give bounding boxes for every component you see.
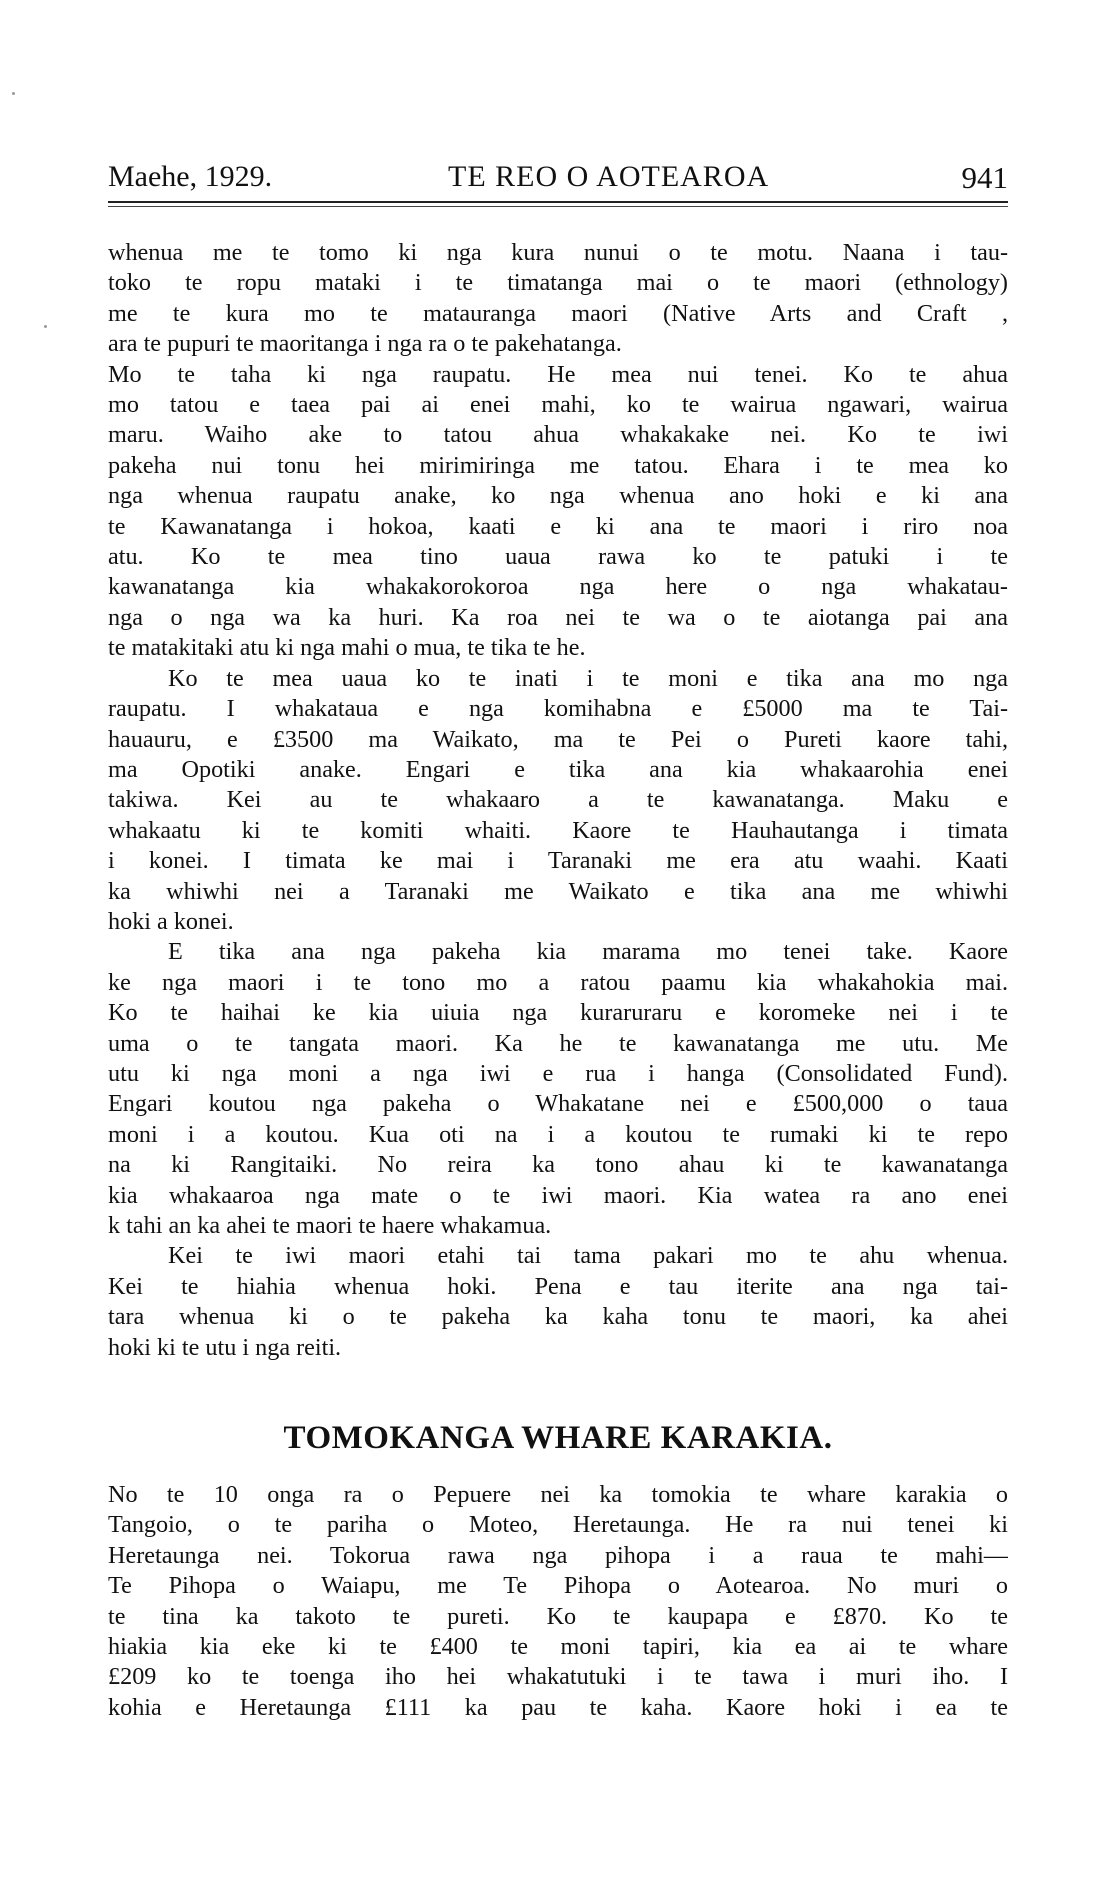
- paragraph: [108, 1241, 1008, 1363]
- header-rule-thin: [108, 206, 1008, 207]
- running-header: [108, 160, 1008, 200]
- text-line: nga whenua raupatu anake, ko nga whenua ano hoki e ki ana: [108, 482, 1008, 510]
- paragraph: [108, 360, 1008, 664]
- text-line: Heretaunga nei. Tokorua rawa nga pihopa i a raua te mahi—: [108, 1541, 1008, 1569]
- paper-speck: [12, 92, 15, 95]
- text-line: Kei te iwi maori etahi tai tama pakari mo te ahu whenua.: [168, 1242, 1008, 1270]
- text-line: hauauru, e £3500 ma Waikato, ma te Pei o Pureti kaore tahi,: [108, 725, 1008, 753]
- paper-speck: [44, 325, 47, 328]
- header-title: TE REO O AOTEAROA: [448, 160, 770, 193]
- text-line: takiwa. Kei au te whakaaro a te kawanatanga. Maku e: [108, 786, 1008, 814]
- text-line: uma o te tangata maori. Ka he te kawanatanga me utu. Me: [108, 1029, 1008, 1057]
- text-line: hoki a konei.: [108, 907, 234, 935]
- header-rule: [108, 201, 1008, 203]
- text-line: na ki Rangitaiki. No reira ka tono ahau ki te kawanatanga: [108, 1151, 1008, 1179]
- text-line: ka whiwhi nei a Taranaki me Waikato e tika ana me whiwhi: [108, 877, 1008, 905]
- section-body: [108, 1480, 1008, 1723]
- text-line: te Kawanatanga i hokoa, kaati e ki ana te maori i riro noa: [108, 512, 1008, 540]
- text-line: Ko te mea uaua ko te inati i te moni e tika ana mo nga: [168, 664, 1008, 692]
- text-line: whakaatu ki te komiti whaiti. Kaore te Hauhautanga i timata: [108, 816, 1008, 844]
- text-line: No te 10 onga ra o Pepuere nei ka tomokia te whare karakia o: [108, 1481, 1008, 1508]
- text-line: Kei te hiahia whenua hoki. Pena e tau iterite ana nga tai-: [108, 1272, 1008, 1300]
- text-line: E tika ana nga pakeha kia marama mo tenei take. Kaore: [168, 938, 1008, 966]
- page-number: 941: [961, 160, 1008, 195]
- text-line: whenua me te tomo ki nga kura nunui o te motu. Naana i tau-: [108, 239, 1008, 266]
- text-line: moni i a koutou. Kua oti na i a koutou te rumaki ki te repo: [108, 1120, 1008, 1148]
- text-line: toko te ropu mataki i te timatanga mai o te maori (ethnology): [108, 269, 1008, 297]
- header-date: Maehe, 1929.: [108, 160, 273, 193]
- section-heading: TOMOKANGA WHARE KARAKIA.: [283, 1420, 833, 1456]
- text-line: Ko te haihai ke kia uiuia nga kuraruraru e koromeke nei i te: [108, 999, 1008, 1027]
- text-line: kawanatanga kia whakakorokoroa nga here o nga whakatau-: [108, 573, 1008, 601]
- text-line: Te Pihopa o Waiapu, me Te Pihopa o Aotearoa. No muri o: [108, 1572, 1008, 1600]
- paragraph: [108, 664, 1008, 938]
- text-line: i konei. I timata ke mai i Taranaki me era atu waahi. Kaati: [108, 847, 1008, 875]
- text-line: te matakitaki atu ki nga mahi o mua, te tika te he.: [108, 634, 586, 662]
- text-line: ke nga maori i te tono mo a ratou paamu kia whakahokia mai.: [108, 968, 1008, 996]
- text-line: kia whakaaroa nga mate o te iwi maori. Kia watea ra ano enei: [108, 1181, 1008, 1209]
- text-line: Engari koutou nga pakeha o Whakatane nei e £500,000 o taua: [108, 1090, 1008, 1118]
- paragraph: [108, 937, 1008, 1241]
- text-line: raupatu. I whakataua e nga komihabna e £5000 ma te Tai-: [108, 695, 1008, 723]
- text-line: hiakia kia eke ki te £400 te moni tapiri, kia ea ai te whare: [108, 1633, 1008, 1661]
- article-body: [108, 238, 1008, 1363]
- text-line: atu. Ko te mea tino uaua rawa ko te patuki i te: [108, 543, 1008, 571]
- text-line: nga o nga wa ka huri. Ka roa nei te wa o te aiotanga pai ana: [108, 603, 1008, 631]
- text-line: ma Opotiki anake. Engari e tika ana kia whakaarohia enei: [108, 755, 1008, 783]
- paragraph: [108, 238, 1008, 360]
- text-line: mo tatou e taea pai ai enei mahi, ko te wairua ngawari, wairua: [108, 391, 1008, 419]
- text-line: Tangoio, o te pariha o Moteo, Heretaunga. He ra nui tenei ki: [108, 1511, 1008, 1539]
- paragraph: [108, 1480, 1008, 1723]
- text-line: kohia e Heretaunga £111 ka pau te kaha. Kaore hoki i ea te: [108, 1693, 1008, 1721]
- text-line: k tahi an ka ahei te maori te haere whakamua.: [108, 1212, 552, 1239]
- text-line: tara whenua ki o te pakeha ka kaha tonu te maori, ka ahei: [108, 1303, 1008, 1331]
- text-line: £209 ko te toenga iho hei whakatutuki i te tawa i muri iho. I: [108, 1663, 1008, 1691]
- text-line: Mo te taha ki nga raupatu. He mea nui tenei. Ko te ahua: [108, 360, 1008, 388]
- text-line: hoki ki te utu i nga reiti.: [108, 1333, 342, 1361]
- text-line: ara te pupuri te maoritanga i nga ra o te pakehatanga.: [108, 330, 622, 358]
- text-line: me te kura mo te matauranga maori (Native Arts and Craft ,: [108, 299, 1008, 327]
- text-line: maru. Waiho ake to tatou ahua whakakake nei. Ko te iwi: [108, 421, 1008, 449]
- text-line: te tina ka takoto te pureti. Ko te kaupapa e £870. Ko te: [108, 1602, 1008, 1630]
- text-line: pakeha nui tonu hei mirimiringa me tatou. Ehara i te mea ko: [108, 451, 1008, 479]
- text-line: utu ki nga moni a nga iwi e rua i hanga (Consolidated Fund).: [108, 1059, 1008, 1087]
